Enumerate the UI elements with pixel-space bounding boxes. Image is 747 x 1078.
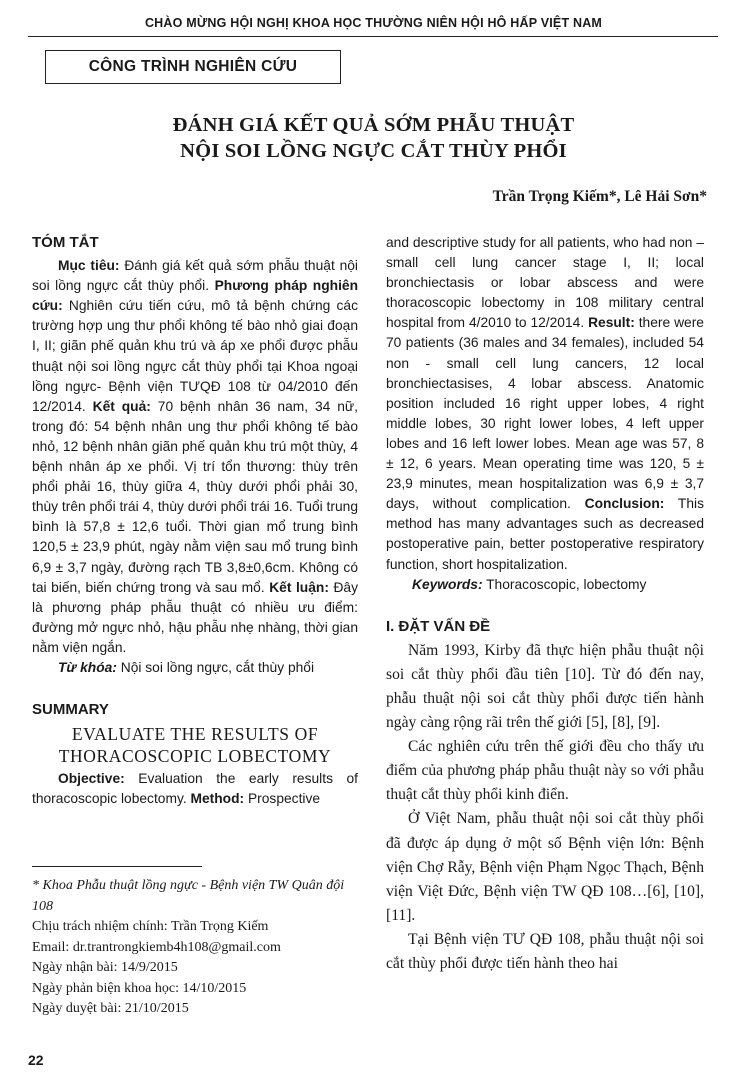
objective-text: Đánh giá kết quả sớm phẫu thuật nội soi lồng ngực cắt thùy phổi. [32,258,358,294]
summary-conclusion-label: Conclusion: [584,496,665,512]
keywords-en [386,575,704,595]
page-number: 22 [28,1052,44,1068]
intro-body [386,639,704,976]
article-title [0,112,747,164]
summary-body-start [32,769,358,809]
keywords-vi [32,658,358,678]
section-label: CÔNG TRÌNH NGHIÊN CỨU [45,50,341,84]
summary-objective-label: Objective: [58,771,125,787]
footnote-accepted: Ngày duyệt bài: 21/10/2015 [32,1001,189,1016]
intro-paragraph-3: Ở Việt Nam, phẫu thuật nội soi cắt thùy phổi đã được áp dụng ở một số Bệnh viện lớn: Bệnh viện Chợ Rẫy, Bệnh viện Phạm Ngọc Thạch, Bệnh viện Việt Đức, Bệnh viện TW QĐ 108…[6], [10], [11]. [386,810,704,924]
summary-method-rest: and descriptive study for all patients, who had non – small cell lung cancer stage I, II; local bronchiectasis or lobar abscess and were thoracoscopic lobectomy in 108 military central hospital from 4/2010 to 12/2014. [386,235,704,331]
conclusion-text: Đây là phương pháp phẫu thuật có nhiều ưu điểm: đường mở ngực nhỏ, hậu phẫu nhẹ nhàng, thời gian nằm viện ngắn. [32,579,358,655]
abstract-vi-body [32,256,358,658]
summary-title-line-2: THORACOSCOPIC LOBECTOMY [58,746,332,767]
footnote-received: Ngày nhận bài: 14/9/2015 [32,960,178,975]
intro-paragraph-4: Tại Bệnh viện TƯ QĐ 108, phẫu thuật nội soi cắt thùy phổi được tiến hành theo hai [386,930,704,972]
left-column [32,233,358,809]
right-column [386,233,704,976]
summary-title [32,723,358,767]
summary-conclusion-text: This method has many advantages such as decreased postoperative pain, better postoperative respiratory function, short hospitalization. [386,496,704,572]
footnotes [32,876,362,1020]
title-line-2: NỘI SOI LỒNG NGỰC CẮT THÙY PHỔI [180,140,567,162]
intro-paragraph-1: Năm 1993, Kirby đã thực hiện phẫu thuật nội soi cắt thùy phổi đầu tiên [10]. Từ đó đến nay, phẫu thuật nội soi cắt thùy phổi được tiến hành ngày càng rộng rãi trên thế giới [5], [8], [9]. [386,641,704,732]
header-rule [28,36,718,37]
method-label: Phương pháp nghiên cứu: [32,278,359,314]
summary-objective-text: Evaluation the early results of thoracoscopic lobectomy. [32,771,358,807]
keywords-vi-text: Nội soi lồng ngực, cắt thùy phổi [116,659,315,675]
abstract-vi-heading: TÓM TẮT [32,234,99,251]
keywords-en-text: Thoracoscopic, lobectomy [482,576,647,592]
authors: Trần Trọng Kiếm*, Lê Hải Sơn* [492,188,707,205]
result-label: Kết quả: [92,398,151,414]
summary-heading: SUMMARY [32,701,109,719]
keywords-en-label: Keywords: [412,576,483,592]
footnote-affiliation: * Khoa Phẫu thuật lồng ngực - Bệnh viện TW Quân đội 108 [32,878,345,914]
title-line-1: ĐÁNH GIÁ KẾT QUẢ SỚM PHẪU THUẬT [172,114,575,136]
summary-body-continued [386,233,704,575]
footnote-rule [32,866,202,867]
summary-title-line-1: EVALUATE THE RESULTS OF [71,724,319,745]
keywords-vi-label: Từ khóa: [58,659,117,675]
footnote-responsible: Chịu trách nhiệm chính: Trần Trọng Kiếm [32,919,269,934]
intro-heading: I. ĐẶT VẤN ĐỀ [386,617,491,635]
footnote-reviewed: Ngày phản biện khoa học: 14/10/2015 [32,980,247,996]
conclusion-label: Kết luận: [269,579,329,595]
footnote-email: Email: dr.trantrongkiemb4h108@gmail.com [32,939,281,955]
result-text: 70 bệnh nhân 36 nam, 34 nữ, trong đó: 54 bệnh nhân ung thư phổi không tế bào nhỏ, 12 bệnh nhân giãn phế quản khu trú một thùy, 4 bệnh nhân áp xe phổi. Vị trí tổn thương: thùy trên phổi phải 16, thùy giữa 4, thùy dưới phổi phải 30, thùy trên phổi trái 4, thùy dưới phổi trái 16. Tuổi trung bình là 57,8 ± 12,6 tuổi. Thời gian mổ trung bình 120,5 ± 23,9 phút, ngày nằm viện sau mổ trung bình 6,9 ± 3,7 ngày, đường rạch TB 3,8±0,6cm. Không có tai biến, biến chứng trong và sau mổ. [32,398,358,595]
summary-method-prefix: Prospective [244,791,321,807]
summary-result-label: Result: [588,315,635,331]
objective-label: Mục tiêu: [58,258,120,274]
running-header: CHÀO MỪNG HỘI NGHỊ KHOA HỌC THƯỜNG NIÊN HỘI HÔ HẤP VIỆT NAM [144,16,603,30]
summary-method-label: Method: [190,791,245,807]
method-text: Nghiên cứu tiến cứu, mô tả bệnh chứng các trường hợp ung thư phổi không tế bào nhỏ giai đoạn I, II; giãn phế quản khu trú và áp xe phổi được phẫu thuật nội soi lồng ngực cắt thùy phổi tại Khoa ngoại lồng ngực- Bệnh viện TƯQĐ 108 từ 04/2010 đến 12/2014. [32,298,358,414]
summary-result-text: there were 70 patients (36 males and 34 females), included 54 non - small cell lung cancers, 12 local bronchiectasises, 4 lobar abscess. Anatomic position included 16 right upper lobes, 4 right middle lobes, 30 right lower lobes, 4 left upper lobes and 16 left lower lobes. Mean age was 57, 8 ± 12, 6 years. Mean operating time was 120, 5 ± 23,9 minutes, mean hospitalization was 6,9 ± 3,7 days, without complication. [386,315,704,512]
intro-paragraph-2: Các nghiên cứu trên thế giới đều cho thấy ưu điểm của phương pháp phẫu thuật này so với phẫu thuật cắt thùy phổi kinh điển. [386,738,704,804]
